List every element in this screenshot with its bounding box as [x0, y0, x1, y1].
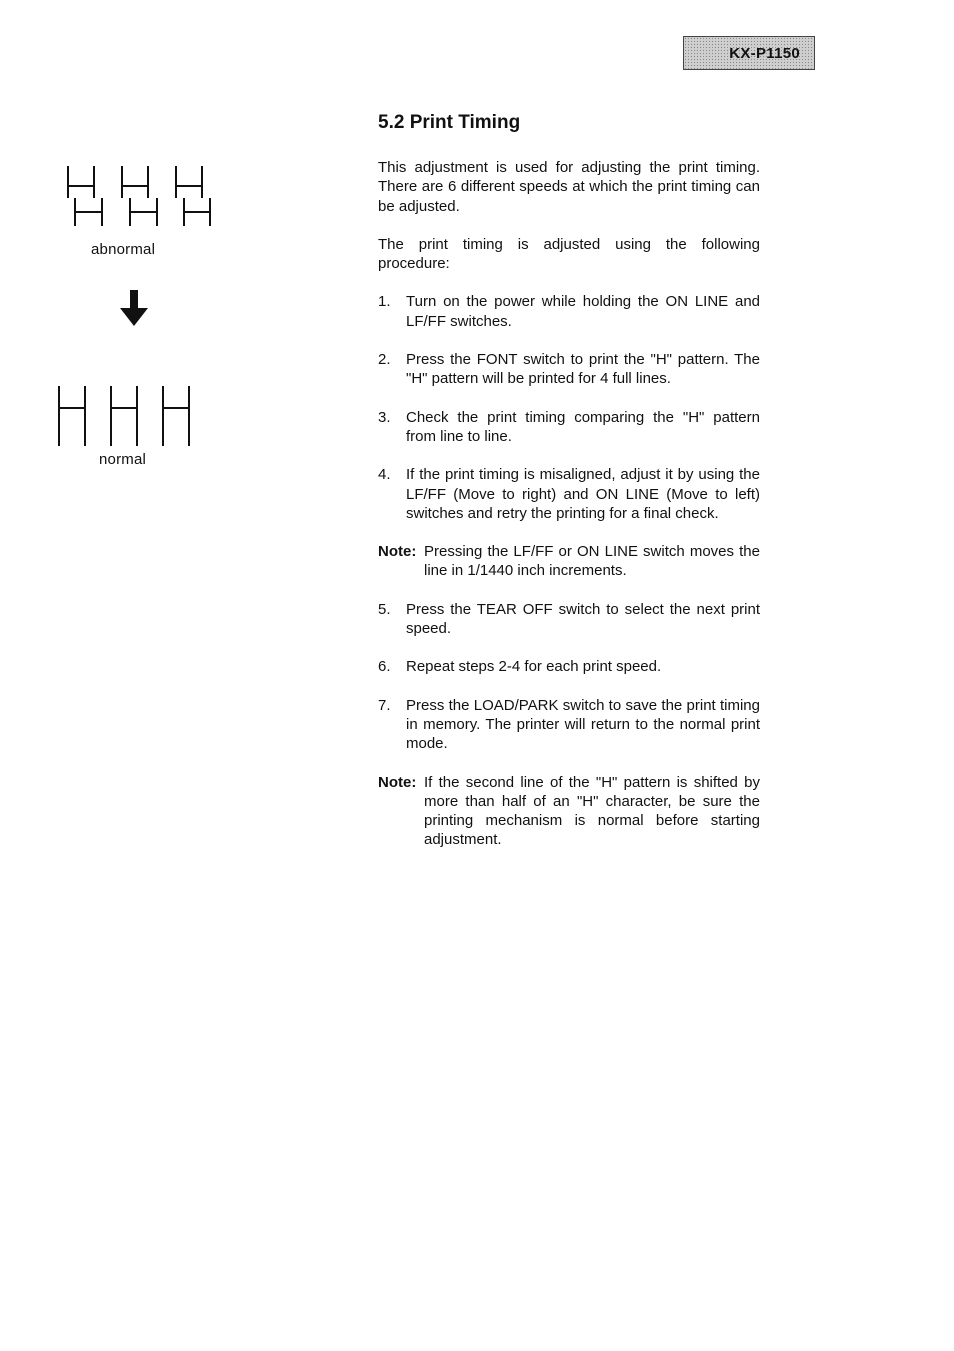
abnormal-h-pattern-figure	[62, 164, 214, 230]
step-item	[378, 292, 760, 331]
note-block	[378, 773, 760, 850]
step-text: Press the FONT switch to print the "H" pattern. The "H" pattern will be printed for 4 full lines.	[406, 351, 760, 388]
h-normal-3	[163, 386, 189, 446]
note-label: Note:	[378, 543, 417, 561]
note-text: Pressing the LF/FF or ON LINE switch moves the line in 1/1440 inch increments.	[424, 543, 760, 580]
model-badge	[683, 36, 815, 70]
step-item	[378, 696, 760, 754]
h-top-3	[176, 166, 202, 198]
note-label: Note:	[378, 773, 417, 791]
note-text: If the second line of the "H" pattern is shifted by more than half of an "H" character, be sure the printing mechanism is normal before starting adjustment.	[424, 773, 760, 849]
step-text: Press the LOAD/PARK switch to save the print timing in memory. The printer will return to the normal print mode.	[406, 696, 760, 753]
step-item	[378, 350, 760, 389]
procedure-intro: The print timing is adjusted using the following procedure:	[378, 235, 760, 273]
intro-paragraph: This adjustment is used for adjusting the print timing. There are 6 different speeds at which the print timing can be adjusted.	[378, 159, 760, 215]
h-normal-1	[59, 386, 85, 446]
step-item	[378, 408, 760, 447]
step-text: Repeat steps 2-4 for each print speed.	[406, 658, 662, 676]
h-bottom-2	[130, 198, 157, 226]
normal-h-pattern-figure	[55, 384, 195, 448]
h-bottom-1	[75, 198, 102, 226]
step-text: Turn on the power while holding the ON LINE and LF/FF switches.	[406, 293, 760, 330]
note-block	[378, 542, 760, 581]
step-number: 2.	[378, 351, 391, 369]
h-normal-2	[111, 386, 137, 446]
step-text: Press the TEAR OFF switch to select the next print speed.	[406, 600, 760, 638]
normal-label: normal	[99, 451, 147, 468]
h-top-1	[68, 166, 94, 198]
section-title: 5.2 Print Timing	[378, 112, 521, 133]
abnormal-label: abnormal	[91, 241, 156, 258]
step-item	[378, 600, 760, 639]
step-number: 7.	[378, 696, 391, 714]
step-number: 4.	[378, 466, 391, 484]
h-bottom-3	[184, 198, 210, 226]
step-item	[378, 657, 760, 676]
h-top-2	[122, 166, 148, 198]
step-number: 3.	[378, 408, 391, 426]
step-item	[378, 465, 760, 523]
down-arrow-icon	[118, 290, 150, 328]
step-text: Check the print timing comparing the "H" pattern from line to line.	[406, 408, 760, 445]
step-number: 1.	[378, 293, 391, 311]
section-content	[378, 110, 760, 869]
step-number: 6.	[378, 658, 391, 676]
model-number: KX-P1150	[729, 44, 800, 62]
step-text: If the print timing is misaligned, adjust it by using the LF/FF (Move to right) and ON LINE (Move to left) switches and retry the printing for a final check.	[406, 466, 760, 522]
step-number: 5.	[378, 600, 391, 618]
